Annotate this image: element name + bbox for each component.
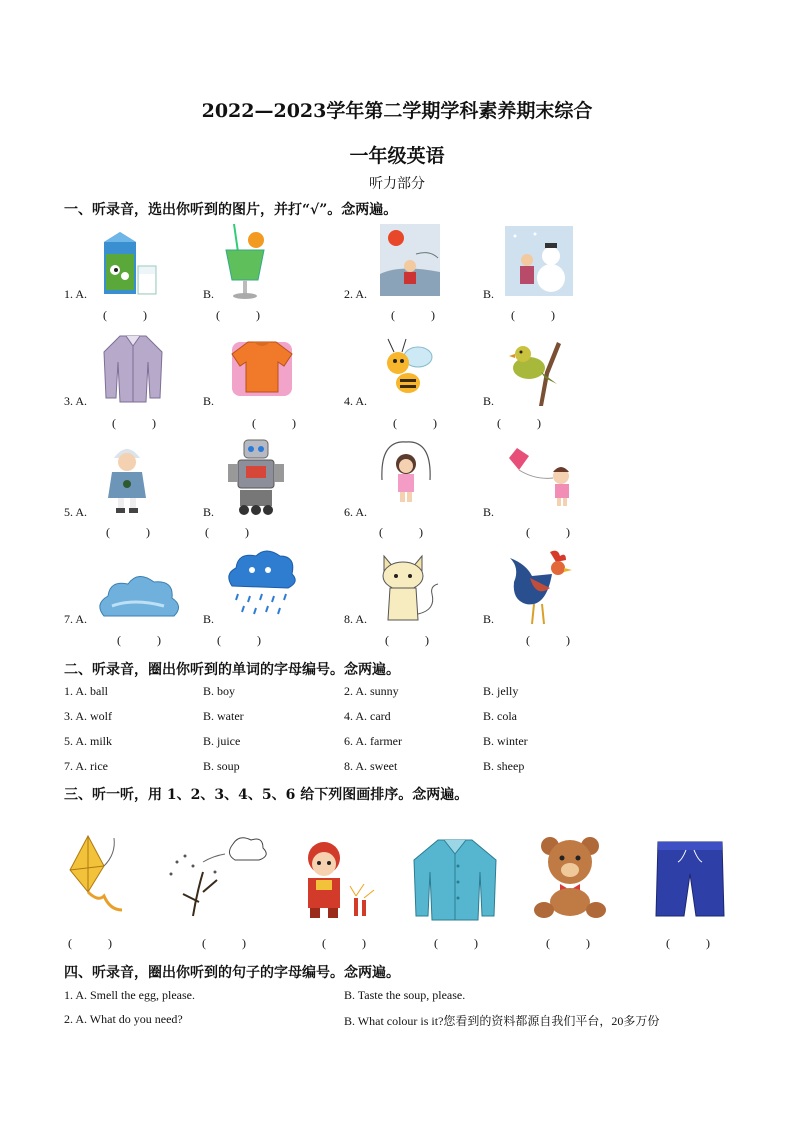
s3-paren-5: ( )	[546, 936, 600, 950]
milk-carton-icon	[98, 230, 160, 298]
s2-word[interactable]: 1. A. ball	[64, 684, 108, 698]
wind-tree-icon	[163, 832, 271, 918]
robot-icon	[226, 438, 286, 516]
s3-paren-2: ( )	[202, 936, 256, 950]
section1-heading: 一、听录音，选出你听到的图片，并打“√”。念两遍。	[64, 202, 398, 218]
s2-word[interactable]: B. winter	[483, 734, 528, 748]
cat-icon	[376, 550, 442, 624]
bee-icon	[374, 333, 440, 403]
s4-sentence[interactable]: B. What colour is it?您看到的资料都源自我们平台，20多万份	[344, 1014, 660, 1028]
item5-a-label: 5. A.	[64, 505, 88, 519]
item1-a-label: 1. A.	[64, 287, 88, 301]
item3-b-label: B.	[203, 394, 215, 408]
item2-a-paren: ( )	[391, 308, 445, 322]
item7-b-label: B.	[203, 612, 215, 626]
item7-a-paren: ( )	[117, 633, 171, 647]
page-title: 2022—2023学年第二学期学科素养期末综合	[201, 100, 593, 122]
kite-girl-icon	[505, 446, 579, 508]
item6-b-label: B.	[483, 505, 495, 519]
s3-paren-3: ( )	[322, 936, 376, 950]
item4-a-paren: ( )	[393, 416, 447, 430]
windy-weather-icon	[380, 224, 440, 296]
rain-cloud-icon	[224, 546, 296, 622]
boy-firecracker-icon	[292, 838, 382, 920]
item3-a-paren: ( )	[112, 416, 166, 430]
section4-heading: 四、听录音，圈出你听到的句子的字母编号。念两遍。	[64, 965, 400, 981]
item7-a-label: 7. A.	[64, 612, 88, 626]
snowman-icon	[505, 226, 573, 296]
s4-sentence[interactable]: 2. A. What do you need?	[64, 1012, 183, 1026]
kite-icon	[64, 830, 136, 922]
s2-word[interactable]: 6. A. farmer	[344, 734, 402, 748]
t-shirt-icon	[228, 336, 296, 398]
item7-b-paren: ( )	[217, 633, 271, 647]
s2-word[interactable]: B. boy	[203, 684, 236, 698]
item1-b-label: B.	[203, 287, 215, 301]
s2-word[interactable]: B. soup	[203, 759, 240, 773]
item5-b-paren: ( )	[205, 525, 259, 539]
item6-a-label: 6. A.	[344, 505, 368, 519]
bird-icon	[505, 332, 565, 406]
doll-icon	[104, 440, 150, 514]
cloud-icon	[94, 566, 182, 624]
s4-sentence[interactable]: B. Taste the soup, please.	[344, 988, 466, 1002]
item4-b-label: B.	[483, 394, 495, 408]
s2-word[interactable]: 2. A. sunny	[344, 684, 399, 698]
s2-word[interactable]: 8. A. sweet	[344, 759, 398, 773]
part-label: 听力部分	[369, 176, 425, 192]
s2-word[interactable]: B. juice	[203, 734, 241, 748]
s2-word[interactable]: 7. A. rice	[64, 759, 108, 773]
s2-word[interactable]: B. water	[203, 709, 244, 723]
item5-b-label: B.	[203, 505, 215, 519]
s2-word[interactable]: 3. A. wolf	[64, 709, 112, 723]
item1-a-paren: ( )	[103, 308, 157, 322]
item8-a-label: 8. A.	[344, 612, 368, 626]
item8-a-paren: ( )	[385, 633, 439, 647]
item1-b-paren: ( )	[216, 308, 270, 322]
item5-a-paren: ( )	[106, 525, 160, 539]
item4-a-label: 4. A.	[344, 394, 368, 408]
item2-b-paren: ( )	[511, 308, 565, 322]
blouse-icon	[100, 332, 166, 404]
page-subtitle: 一年级英语	[349, 145, 445, 167]
s3-paren-4: ( )	[434, 936, 488, 950]
item3-a-label: 3. A.	[64, 394, 88, 408]
s2-word[interactable]: B. cola	[483, 709, 517, 723]
item3-b-paren: ( )	[252, 416, 306, 430]
s3-paren-1: ( )	[68, 936, 122, 950]
section2-heading: 二、听录音，圈出你听到的单词的字母编号。念两遍。	[64, 662, 400, 678]
s2-word[interactable]: B. sheep	[483, 759, 525, 773]
s4-sentence[interactable]: 1. A. Smell the egg, please.	[64, 988, 195, 1002]
juice-glass-icon	[222, 222, 268, 300]
shirt-icon	[410, 836, 500, 922]
item8-b-paren: ( )	[526, 633, 580, 647]
item4-b-paren: ( )	[497, 416, 551, 430]
s2-word[interactable]: 4. A. card	[344, 709, 391, 723]
rooster-icon	[506, 548, 576, 628]
item2-b-label: B.	[483, 287, 495, 301]
item8-b-label: B.	[483, 612, 495, 626]
item2-a-label: 2. A.	[344, 287, 368, 301]
section3-heading: 三、听一听，用 1、2、3、4、5、6 给下列图画排序。念两遍。	[64, 787, 469, 803]
teddy-bear-icon	[530, 834, 612, 920]
s3-paren-6: ( )	[666, 936, 720, 950]
item6-a-paren: ( )	[379, 525, 433, 539]
s2-word[interactable]: 5. A. milk	[64, 734, 113, 748]
item6-b-paren: ( )	[526, 525, 580, 539]
jump-rope-icon	[374, 440, 438, 506]
shorts-icon	[652, 836, 728, 920]
s2-word[interactable]: B. jelly	[483, 684, 519, 698]
